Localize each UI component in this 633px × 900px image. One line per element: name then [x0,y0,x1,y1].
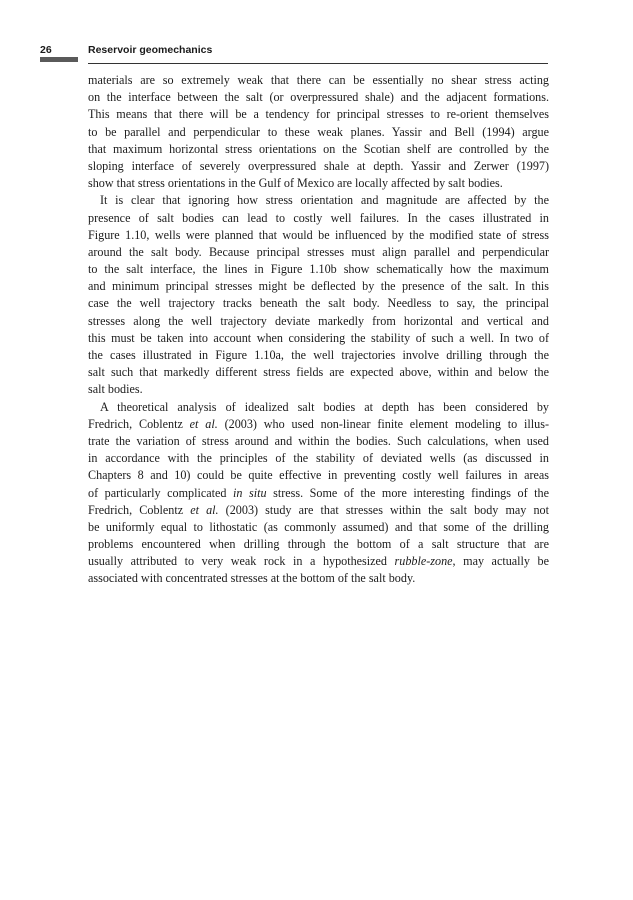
text-line: salt bodies. [88,382,143,397]
header-rule [88,63,548,64]
text-line: the cases illustrated in Figure 1.10a, the well trajectories involve drilling through the [88,348,549,362]
running-head [40,43,548,57]
text-line: A theoretical analysis of idealized salt bodies at depth has been considered by [100,399,549,414]
text-line: stresses along the well trajectory deviate markedly from horizontal and vertical and [88,313,549,328]
body-text [88,72,549,588]
running-title: Reservoir geomechanics [88,44,213,56]
text-line: to the salt interface, the lines in Figure 1.10b show schematically how the maximum [88,262,549,277]
paragraph-1 [88,72,549,192]
text-line: to be parallel and perpendicular to these weak planes. Yassir and Bell (1994) argue [88,124,549,139]
text-line [88,502,549,519]
text-line: Figure 1.10, wells were planned that would be influenced by the modified state of stress [88,227,549,242]
text-line: and minimum principal stresses might be deflected by the presence of the salt. In this [88,279,549,294]
text-run: , may actually be [452,554,549,569]
paragraph-2 [88,192,549,398]
text-line: materials are so extremely weak that there can be essentially no shear stress acting [88,73,549,87]
text-line [88,416,549,433]
text-line: It is clear that ignoring how stress orientation and magnitude are affected by the [100,193,549,208]
text-line: in accordance with the principles of the stability of deviated wells (as discussed in [88,451,549,466]
text-line: that maximum horizontal stress orientations on the Scotian shelf are controlled by the [88,141,549,156]
text-line: trate the variation of stress around and within the bodies. Such calculations, when used [88,433,549,448]
text-run: Fredrich, Coblentz [88,416,190,431]
paragraph-3 [88,399,549,588]
italic-run: et al. [190,502,219,517]
text-line: associated with concentrated stresses at the bottom of the salt body. [88,571,416,586]
text-line: problems encountered when drilling through the bottom of a salt structure that are [88,537,549,552]
text-run: stress. Some of the more interesting findings of the [266,485,549,500]
text-line: salt such that markedly different stress fields are expected above, within and below the [88,365,549,380]
text-line: sloping interface of severely overpressured shale at depth. Yassir and Zerwer (1997) [88,158,549,173]
text-line: Chapters 8 and 10) could be quite effective in preventing costly well failures in areas [88,468,549,483]
text-line: presence of salt bodies can lead to costly well failures. In the cases illustrated in [88,210,549,225]
text-line [88,485,549,502]
text-line: around the salt body. Because principal stresses must align parallel and perpendicular [88,244,549,259]
text-line [88,553,549,570]
text-line: be uniformly equal to lithostatic (as commonly assumed) and that some of the drilling [88,519,549,534]
text-line: This means that there will be a tendency for principal stresses to re-orient themselves [88,107,549,122]
text-run: usually attributed to very weak rock in a hypothesized [88,554,395,569]
italic-run: et al. [189,416,218,431]
text-run: (2003) study are that stresses within the salt body may not [218,502,549,517]
italic-run: rubble-zone [394,554,453,569]
text-run: of particularly complicated [88,485,234,500]
text-line: show that stress orientations in the Gulf of Mexico are locally affected by salt bodies. [88,176,503,191]
page-number: 26 [40,44,52,56]
text-line: case the well trajectory tracks beneath the salt body. Needless to say, the principal [88,296,549,311]
italic-run: in situ [233,485,267,500]
text-line: on the interface between the salt (or overpressured shale) and the adjacent formations. [88,90,549,105]
header-accent-bar [40,57,78,62]
text-run: (2003) who used non-linear finite element modeling to illus- [217,416,549,431]
text-line: this must be taken into account when considering the stability of such a well. In two of [88,330,549,345]
text-run: Fredrich, Coblentz [88,502,191,517]
